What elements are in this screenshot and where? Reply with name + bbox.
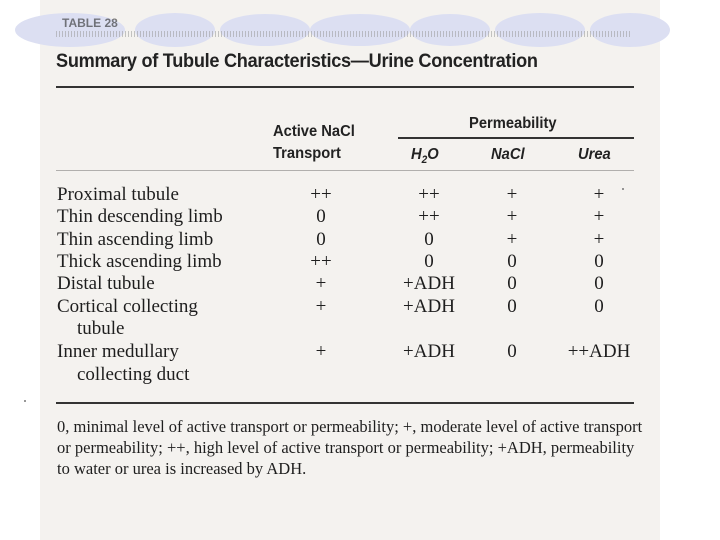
page-title: Summary of Tubule Characteristics—Urine Concentration <box>56 50 538 72</box>
header-h2o-base: H <box>411 146 422 163</box>
cell-urea: 0 <box>594 296 604 317</box>
cell-active: ++ <box>310 251 332 272</box>
header-h2o-tail: O <box>427 146 439 163</box>
cell-urea: 0 <box>594 251 604 272</box>
cell-h2o: +ADH <box>403 273 455 294</box>
permeability-rule <box>398 137 634 139</box>
table-bottom-rule <box>56 402 634 404</box>
cell-h2o: 0 <box>424 229 434 250</box>
row-label-cortical-collecting: Cortical collecting <box>57 296 198 317</box>
decor-oval-2 <box>135 13 215 47</box>
footnote: 0, minimal level of active transport or permeability; +, moderate level of active transport or permeability; ++, high level of active transport or permeability; +ADH, permeability to water or urea is increased by ADH. <box>57 417 643 478</box>
cell-nacl: 0 <box>507 296 517 317</box>
header-h2o-subscript: 2 <box>421 154 428 167</box>
header-active-line1: Active NaCl <box>273 123 355 140</box>
table-number-label: TABLE 28 <box>62 16 118 30</box>
cell-h2o: ++ <box>418 184 440 205</box>
row-label-thick-ascending-limb: Thick ascending limb <box>57 251 222 272</box>
cell-urea: 0 <box>594 273 604 294</box>
scan-speck <box>24 400 26 402</box>
row-label-distal-tubule: Distal tubule <box>57 273 155 294</box>
cell-active: + <box>315 296 327 317</box>
dotted-strip <box>56 31 630 37</box>
decor-oval-6 <box>495 13 585 47</box>
cell-active: 0 <box>316 229 326 250</box>
cell-h2o: +ADH <box>403 296 455 317</box>
scan-speck <box>622 188 624 190</box>
cell-urea: + <box>593 184 605 205</box>
header-permeability: Permeability <box>469 115 557 132</box>
header-active-line2: Transport <box>273 145 341 162</box>
cell-active: + <box>315 341 327 362</box>
cell-nacl: + <box>506 229 518 250</box>
cell-urea: ++ADH <box>567 341 631 362</box>
cell-nacl: 0 <box>507 251 517 272</box>
decor-oval-7 <box>590 13 670 47</box>
row-label-proximal-tubule: Proximal tubule <box>57 184 179 205</box>
header-urea: Urea <box>578 146 611 163</box>
cell-nacl: + <box>506 184 518 205</box>
row-label-cortical-collecting-line2: tubule <box>77 318 125 339</box>
title-rule <box>56 86 634 88</box>
cell-active: 0 <box>316 206 326 227</box>
cell-nacl: 0 <box>507 341 517 362</box>
cell-active: ++ <box>310 184 332 205</box>
cell-active: + <box>315 273 327 294</box>
cell-h2o: +ADH <box>403 341 455 362</box>
decor-oval-3 <box>220 14 310 46</box>
decor-oval-4 <box>310 14 410 46</box>
header-h2o <box>411 144 439 171</box>
cell-nacl: + <box>506 206 518 227</box>
cell-h2o: 0 <box>424 251 434 272</box>
row-label-inner-medullary: Inner medullary <box>57 341 179 362</box>
header-rule <box>56 170 634 171</box>
cell-h2o: ++ <box>418 206 440 227</box>
row-label-thin-descending-limb: Thin descending limb <box>57 206 223 227</box>
cell-urea: + <box>593 229 605 250</box>
row-label-thin-ascending-limb: Thin ascending limb <box>57 229 214 250</box>
header-nacl: NaCl <box>491 146 525 163</box>
cell-nacl: 0 <box>507 273 517 294</box>
cell-urea: + <box>593 206 605 227</box>
row-label-inner-medullary-line2: collecting duct <box>77 364 190 385</box>
decor-oval-5 <box>410 14 490 46</box>
